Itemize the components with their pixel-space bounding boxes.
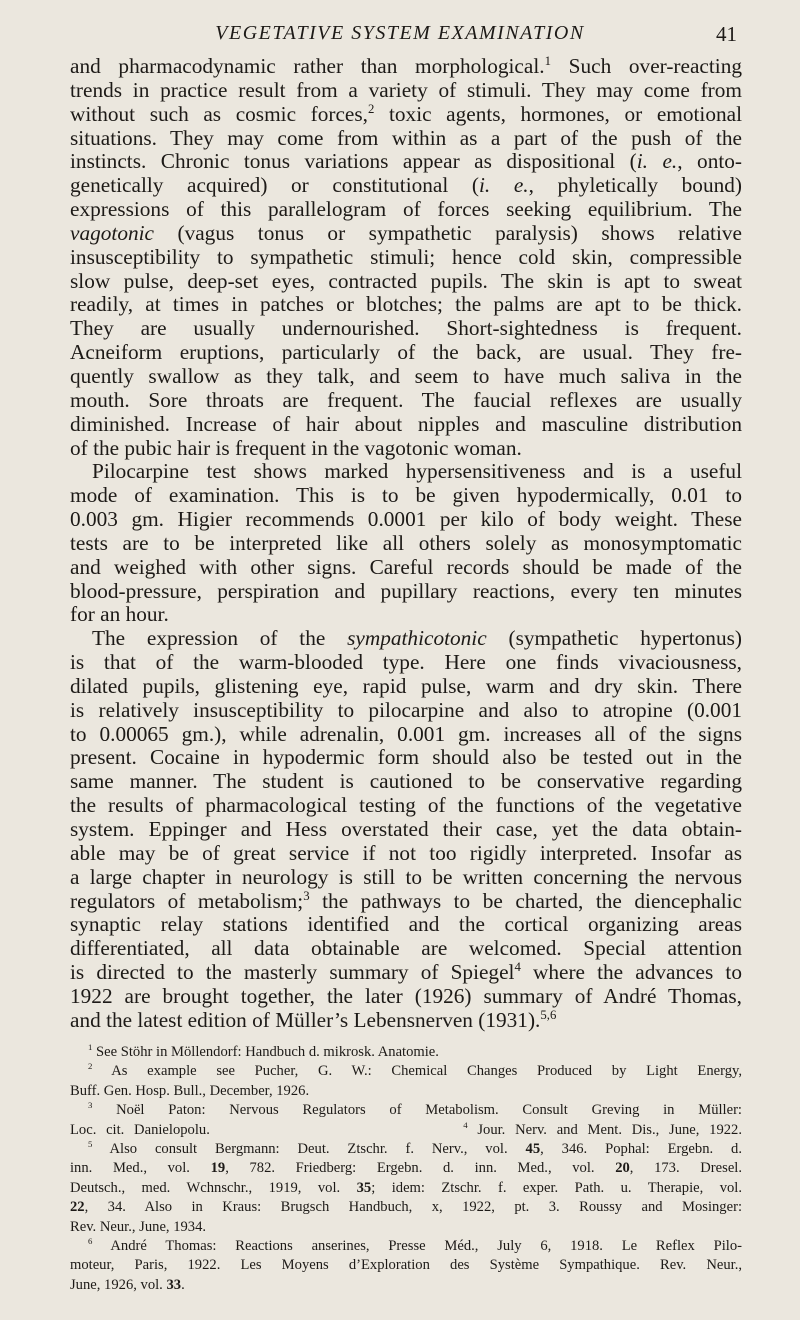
text-run: Rev. Neur., June, 1934. xyxy=(70,1218,207,1235)
running-title: VEGETATIVE SYSTEM EXAMINATION xyxy=(215,22,585,44)
body-text xyxy=(70,55,742,1033)
body-line xyxy=(70,842,742,866)
text-run: 20 xyxy=(615,1160,630,1177)
text-run: i. e. xyxy=(478,173,529,198)
footnotes xyxy=(70,1043,742,1295)
footnote-line xyxy=(70,1082,742,1101)
text-run: diminished. Increase of hair about nipples and masculine distribution xyxy=(70,411,742,436)
text-run: without such as cosmic forces, xyxy=(70,101,368,126)
text-run: Jour. Nerv. and Ment. Dis., June, 1922. xyxy=(467,1121,743,1138)
text-run: present. Cocaine in hypodermic form should also be tested out in the xyxy=(70,745,742,770)
body-line xyxy=(70,484,742,508)
text-run: expressions of this parallelogram of forces seeking equilibrium. The xyxy=(70,197,742,222)
text-run: , 346. Pophal: Ergebn. d. xyxy=(540,1140,742,1157)
body-line xyxy=(70,723,742,747)
text-run: They are usually undernourished. Short-sightedness is frequent. xyxy=(70,316,742,341)
body-line xyxy=(70,198,742,222)
body-line xyxy=(70,1009,742,1033)
footnote-marker: 2 xyxy=(367,101,375,116)
text-run: the results of pharmacological testing of the functions of the vegetative xyxy=(70,793,742,818)
footnote-line xyxy=(70,1140,742,1159)
text-run: of the pubic hair is frequent in the vagotonic woman. xyxy=(70,435,522,460)
body-line xyxy=(70,365,742,389)
text-run: insusceptibility to sympathetic stimuli; hence cold skin, compressible xyxy=(70,244,742,269)
body-line xyxy=(70,174,742,198)
text-run: The expression of the xyxy=(92,626,348,651)
running-header xyxy=(0,22,800,52)
body-line xyxy=(70,937,742,961)
body-line xyxy=(70,103,742,127)
body-line xyxy=(70,818,742,842)
text-run: regulators of metabolism; xyxy=(70,888,304,913)
text-run: As example see Pucher, G. W.: Chemical Changes Produced by Light Energy, xyxy=(92,1063,742,1080)
text-run: moteur, Paris, 1922. Les Moyens d’Exploration des Système Sympathique. Rev. Neur., xyxy=(70,1257,742,1274)
body-line xyxy=(70,580,742,604)
footnote-line xyxy=(70,1256,742,1275)
footnote-line xyxy=(70,1237,742,1256)
body-line xyxy=(70,556,742,580)
text-run: vagotonic xyxy=(70,220,154,245)
text-run: is directed to the masterly summary of Spiegel xyxy=(70,960,515,985)
text-run: and pharmacodynamic rather than morphological. xyxy=(70,54,545,78)
text-run: Deutsch., med. Wchnschr., 1919, vol. xyxy=(70,1179,357,1196)
text-run: i. e. xyxy=(636,149,678,174)
text-run: differentiated, all data obtainable are welcomed. Special attention xyxy=(70,936,742,961)
body-line xyxy=(70,890,742,914)
footnote-marker: 5 xyxy=(88,1139,93,1150)
body-line xyxy=(70,55,742,79)
body-line xyxy=(70,79,742,103)
text-run: , 34. Also in Kraus: Brugsch Handbuch, x, 1922, pt. 3. Roussy and Mosinger: xyxy=(84,1199,742,1216)
body-line xyxy=(70,246,742,270)
body-line xyxy=(70,508,742,532)
footnote-marker: 3 xyxy=(303,888,310,903)
text-run: for an hour. xyxy=(70,602,169,627)
text-run: situations. They may come from within as a part of the push of the xyxy=(70,125,742,150)
body-line xyxy=(70,651,742,675)
page-number: 41 xyxy=(716,22,737,46)
text-run: 35 xyxy=(356,1179,372,1196)
text-run: the pathways to be charted, the diencephalic xyxy=(309,888,742,913)
text-run: same manner. The student is cautioned to be conservative regarding xyxy=(70,769,742,794)
body-line xyxy=(70,961,742,985)
text-run: tests are to be interpreted like all others solely as monosymptomatic xyxy=(70,530,742,555)
body-line xyxy=(70,603,742,627)
footnote-line xyxy=(70,1198,742,1217)
body-line xyxy=(70,746,742,770)
body-line xyxy=(70,389,742,413)
body-line xyxy=(70,150,742,174)
body-line xyxy=(70,675,742,699)
body-line xyxy=(70,293,742,317)
text-run: Loc. cit. Danielopolu. xyxy=(70,1121,210,1138)
text-run: Also consult Bergmann: Deut. Ztschr. f. Nerv., vol. xyxy=(92,1140,526,1157)
body-line xyxy=(70,532,742,556)
text-run: quently swallow as they talk, and seem to have much saliva in the xyxy=(70,363,742,388)
body-line xyxy=(70,437,742,461)
footnote-marker: 2 xyxy=(88,1061,93,1072)
text-run: Such over-reacting xyxy=(550,54,742,78)
footnote-line xyxy=(70,1101,742,1120)
text-run: , 173. Dresel. xyxy=(629,1160,742,1177)
text-run: slow pulse, deep-set eyes, contracted pupils. The skin is apt to sweat xyxy=(70,268,742,293)
body-line xyxy=(70,413,742,437)
body-line xyxy=(70,341,742,365)
text-run xyxy=(210,1122,463,1138)
footnote-marker: 4 xyxy=(514,959,521,974)
body-line xyxy=(70,770,742,794)
text-run: (vagus tonus or sympathetic paralysis) shows relative xyxy=(153,220,742,245)
body-line xyxy=(70,913,742,937)
text-run: mode of examination. This is to be given hypodermically, 0.01 to xyxy=(70,483,742,508)
text-run: and weighed with other signs. Careful records should be made of the xyxy=(70,554,742,579)
footnote-line xyxy=(70,1062,742,1081)
text-run: trends in practice result from a variety of stimuli. They may come from xyxy=(70,77,742,102)
text-run: sympathicotonic xyxy=(347,626,487,651)
text-run: mouth. Sore throats are frequent. The faucial reflexes are usually xyxy=(70,387,742,412)
text-run: Acneiform eruptions, particularly of the back, are usual. They fre- xyxy=(70,340,742,365)
text-run: Buff. Gen. Hosp. Bull., December, 1926. xyxy=(70,1082,310,1099)
text-run: toxic agents, hormones, or emotional xyxy=(374,101,742,126)
body-line xyxy=(70,699,742,723)
text-run: is relatively insusceptibility to pilocarpine and also to atropine (0.001 xyxy=(70,697,742,722)
text-run: a large chapter in neurology is still to be written concerning the nervous xyxy=(70,864,742,889)
footnote-line xyxy=(70,1276,742,1295)
text-run: 19 xyxy=(210,1160,226,1177)
footnote-line xyxy=(70,1043,742,1062)
text-run: to 0.00065 gm.), while adrenalin, 0.001 gm. increases all of the signs xyxy=(70,721,742,746)
footnote-marker: 3 xyxy=(88,1100,93,1111)
footnote-marker: 1 xyxy=(544,53,551,68)
text-run: (sympathetic hypertonus) xyxy=(486,626,742,651)
body-line xyxy=(70,270,742,294)
text-run: is that of the warm-blooded type. Here one finds vivaciousness, xyxy=(70,650,742,675)
text-run: synaptic relay stations identified and the cortical organizing areas xyxy=(70,912,742,937)
text-run: 0.003 gm. Higier recommends 0.0001 per kilo of body weight. These xyxy=(70,507,742,532)
text-run: genetically acquired) or constitutional ( xyxy=(70,173,479,198)
text-run: 1922 are brought together, the later (1926) summary of André Thomas, xyxy=(70,983,742,1008)
text-run: 33 xyxy=(166,1276,182,1293)
footnote-marker: 6 xyxy=(88,1236,93,1247)
footnote-marker: 1 xyxy=(88,1042,93,1053)
body-line xyxy=(70,627,742,651)
text-run: , 782. Friedberg: Ergebn. d. inn. Med., vol. xyxy=(225,1160,616,1177)
body-line xyxy=(70,317,742,341)
text-run: , onto- xyxy=(677,149,743,174)
footnote-marker: 5,6 xyxy=(540,1007,557,1022)
text-run: 45 xyxy=(525,1140,541,1157)
footnote-line xyxy=(70,1159,742,1178)
footnote-line xyxy=(70,1218,742,1237)
text-run: blood-pressure, perspiration and pupillary reactions, every ten minutes xyxy=(70,578,742,603)
text-run: where the advances to xyxy=(520,960,742,985)
text-run: Pilocarpine test shows marked hypersensitiveness and is a useful xyxy=(92,459,742,484)
text-run: inn. Med., vol. xyxy=(70,1160,211,1177)
text-run: . xyxy=(181,1276,185,1293)
body-line xyxy=(70,866,742,890)
text-run: Noël Paton: Nervous Regulators of Metabolism. Consult Greving in Müller: xyxy=(92,1102,742,1119)
text-run: See Stöhr in Möllendorf: Handbuch d. mikrosk. Anatomie. xyxy=(92,1044,439,1060)
text-run: instincts. Chronic tonus variations appear as dispositional ( xyxy=(70,149,637,174)
footnote-line xyxy=(70,1179,742,1198)
footnote-marker: 4 xyxy=(463,1119,468,1130)
text-run: dilated pupils, glistening eye, rapid pulse, warm and dry skin. There xyxy=(70,673,742,698)
text-run: able may be of great service if not too rigidly interpreted. Insofar as xyxy=(70,840,742,865)
text-run: June, 1926, vol. xyxy=(70,1276,167,1293)
text-run: 22 xyxy=(70,1199,85,1216)
text-run: readily, at times in patches or blotches; the palms are apt to be thick. xyxy=(70,292,742,317)
text-run: and the latest edition of Müller’s Lebensnerven (1931). xyxy=(70,1007,541,1032)
text-run: André Thomas: Reactions anserines, Presse Méd., July 6, 1918. Le Reflex Pilo- xyxy=(92,1237,742,1254)
body-line xyxy=(70,794,742,818)
text-run: ; idem: Ztschr. f. exper. Path. u. Therapie, vol. xyxy=(371,1179,743,1196)
footnote-line xyxy=(70,1121,742,1140)
body-line xyxy=(70,127,742,151)
body-line xyxy=(70,222,742,246)
body-line xyxy=(70,985,742,1009)
text-run: system. Eppinger and Hess overstated their case, yet the data obtain- xyxy=(70,817,742,841)
body-line xyxy=(70,460,742,484)
text-run: , phyletically bound) xyxy=(528,173,742,198)
